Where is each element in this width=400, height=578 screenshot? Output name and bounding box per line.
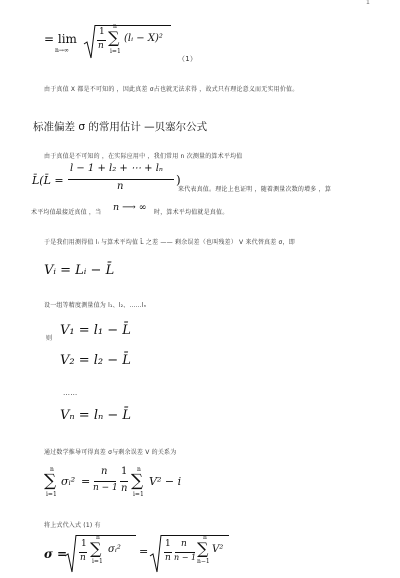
eq8-radical-2-bar [161, 535, 229, 536]
eq8-sum2-top: n [203, 534, 207, 541]
section-heading: 标准偏差 σ 的常用估计 —贝塞尔公式 [33, 121, 208, 133]
equation-vn: Vₙ = lₙ − L̄ [60, 408, 132, 423]
eq2-denominator: n [117, 181, 124, 192]
eq1-n: n [98, 41, 104, 51]
eq1-radical-sign [84, 24, 96, 60]
paragraph-true-value: 由于真值 X 都是不可知的 ，因此真差 σ占也就无法求得 ，故式只有理论意义而无实用价值。 [44, 86, 299, 93]
eq1-sum-bot: i=1 [110, 48, 121, 55]
paragraph-substitute: 将上式代入式 (1) 有 [44, 522, 101, 529]
eq8-one2: 1 [165, 539, 171, 549]
eq7-lhs-term: σᵢ² [61, 475, 76, 488]
eq7-sum2-top: n [137, 466, 141, 473]
eq7-frac-num: n [101, 466, 108, 477]
eq7-equals: = [81, 475, 91, 488]
eq8-sum-top: n [96, 534, 100, 541]
eq7-sum2-sign: ∑ [131, 471, 144, 491]
eq1-number: （1） [178, 55, 198, 63]
eq1-term: (lᵢ − X)² [124, 33, 163, 44]
eq8-sum2-bot: n−1 [197, 558, 210, 565]
eq8-sum-sign: ∑ [90, 539, 102, 558]
eq1-limit-sub: n→∞ [55, 47, 69, 54]
paragraph-measurements: 设一组等精度测量值为 l₁、l₂、……lₙ [44, 302, 147, 309]
eq1-sum-sign: ∑ [108, 28, 120, 47]
limit-expression: n ⟶ ∞ [113, 202, 147, 213]
paragraph-relation: 通过数学推导可得真差 σ与剩余误差 V 的关系为 [44, 449, 177, 456]
eq8-lhs: σ = [44, 547, 68, 561]
eq1-lhs: = lim [44, 32, 77, 46]
eq8-sum2-sign: ∑ [197, 539, 209, 558]
label-then: 则 [46, 335, 53, 342]
equation-v1: V₁ = l₁ − L̄ [60, 323, 131, 338]
eq7-n: n [121, 483, 128, 494]
eq7-sum2-bot: i=1 [133, 491, 144, 498]
paragraph-theory-line2: 术平均值最接近真值 ，当 [31, 209, 102, 216]
eq1-radical-bar [95, 25, 171, 26]
eq7-frac2-bar [120, 481, 128, 482]
eq8-term: σᵢ² [108, 544, 121, 555]
eq2-numerator: l − 1 + l₂ + ⋯ + lₙ [70, 163, 163, 174]
eq8-one: 1 [81, 539, 87, 549]
page-number: 1 [366, 0, 370, 6]
eq1-one: 1 [99, 27, 105, 37]
eq2-frac-bar [68, 179, 174, 180]
equation-residual: Vᵢ = Lᵢ − L̄ [44, 263, 115, 278]
paragraph-arithmetic-mean: 由于真值是不可知的 ，在实际应用中 ，我们常用 n 次测量的算术平均值 [44, 153, 243, 160]
eq8-frac-den: n − 1 [174, 553, 197, 562]
paragraph-residual: 于是我们用测得值 lᵢ 与算术平均值 L̄ 之差 —— 剩余误差（也叫残差） V 来代替真差 σ，即 [44, 239, 295, 246]
eq7-sum-top: n [50, 466, 54, 473]
paragraph-theory-line1: 来代表真值。理论上也证明 ，随着测量次数的增多 ，算 [178, 186, 332, 193]
eq7-frac-bar [94, 481, 116, 482]
eq7-frac-den: n − 1 [93, 483, 118, 493]
eq8-frac-num: n [181, 539, 187, 549]
eq8-radical-1-bar [76, 535, 136, 536]
eq8-rhs-term: V² [212, 544, 224, 555]
ellipsis: …… [63, 389, 78, 397]
eq2-close: ) [176, 173, 181, 187]
eq8-equals: = [139, 545, 149, 558]
eq7-sum-sign: ∑ [44, 471, 57, 491]
eq7-sum-bot: i=1 [46, 491, 57, 498]
eq7-one: 1 [121, 466, 128, 477]
eq8-n: n [80, 553, 86, 563]
eq2-lhs: L̄(L̄ = [32, 174, 64, 187]
eq8-radical-1 [65, 534, 77, 574]
eq7-rhs-term: V² − i [149, 475, 182, 488]
equation-v2: V₂ = l₂ − L̄ [60, 353, 131, 368]
eq8-n2: n [165, 553, 171, 563]
eq1-sum-top: n [113, 23, 117, 30]
paragraph-theory-line3: 时，算术平均值就是真值。 [154, 209, 229, 216]
eq8-sum-bot: i=1 [92, 558, 103, 565]
eq8-radical-2 [150, 534, 162, 574]
